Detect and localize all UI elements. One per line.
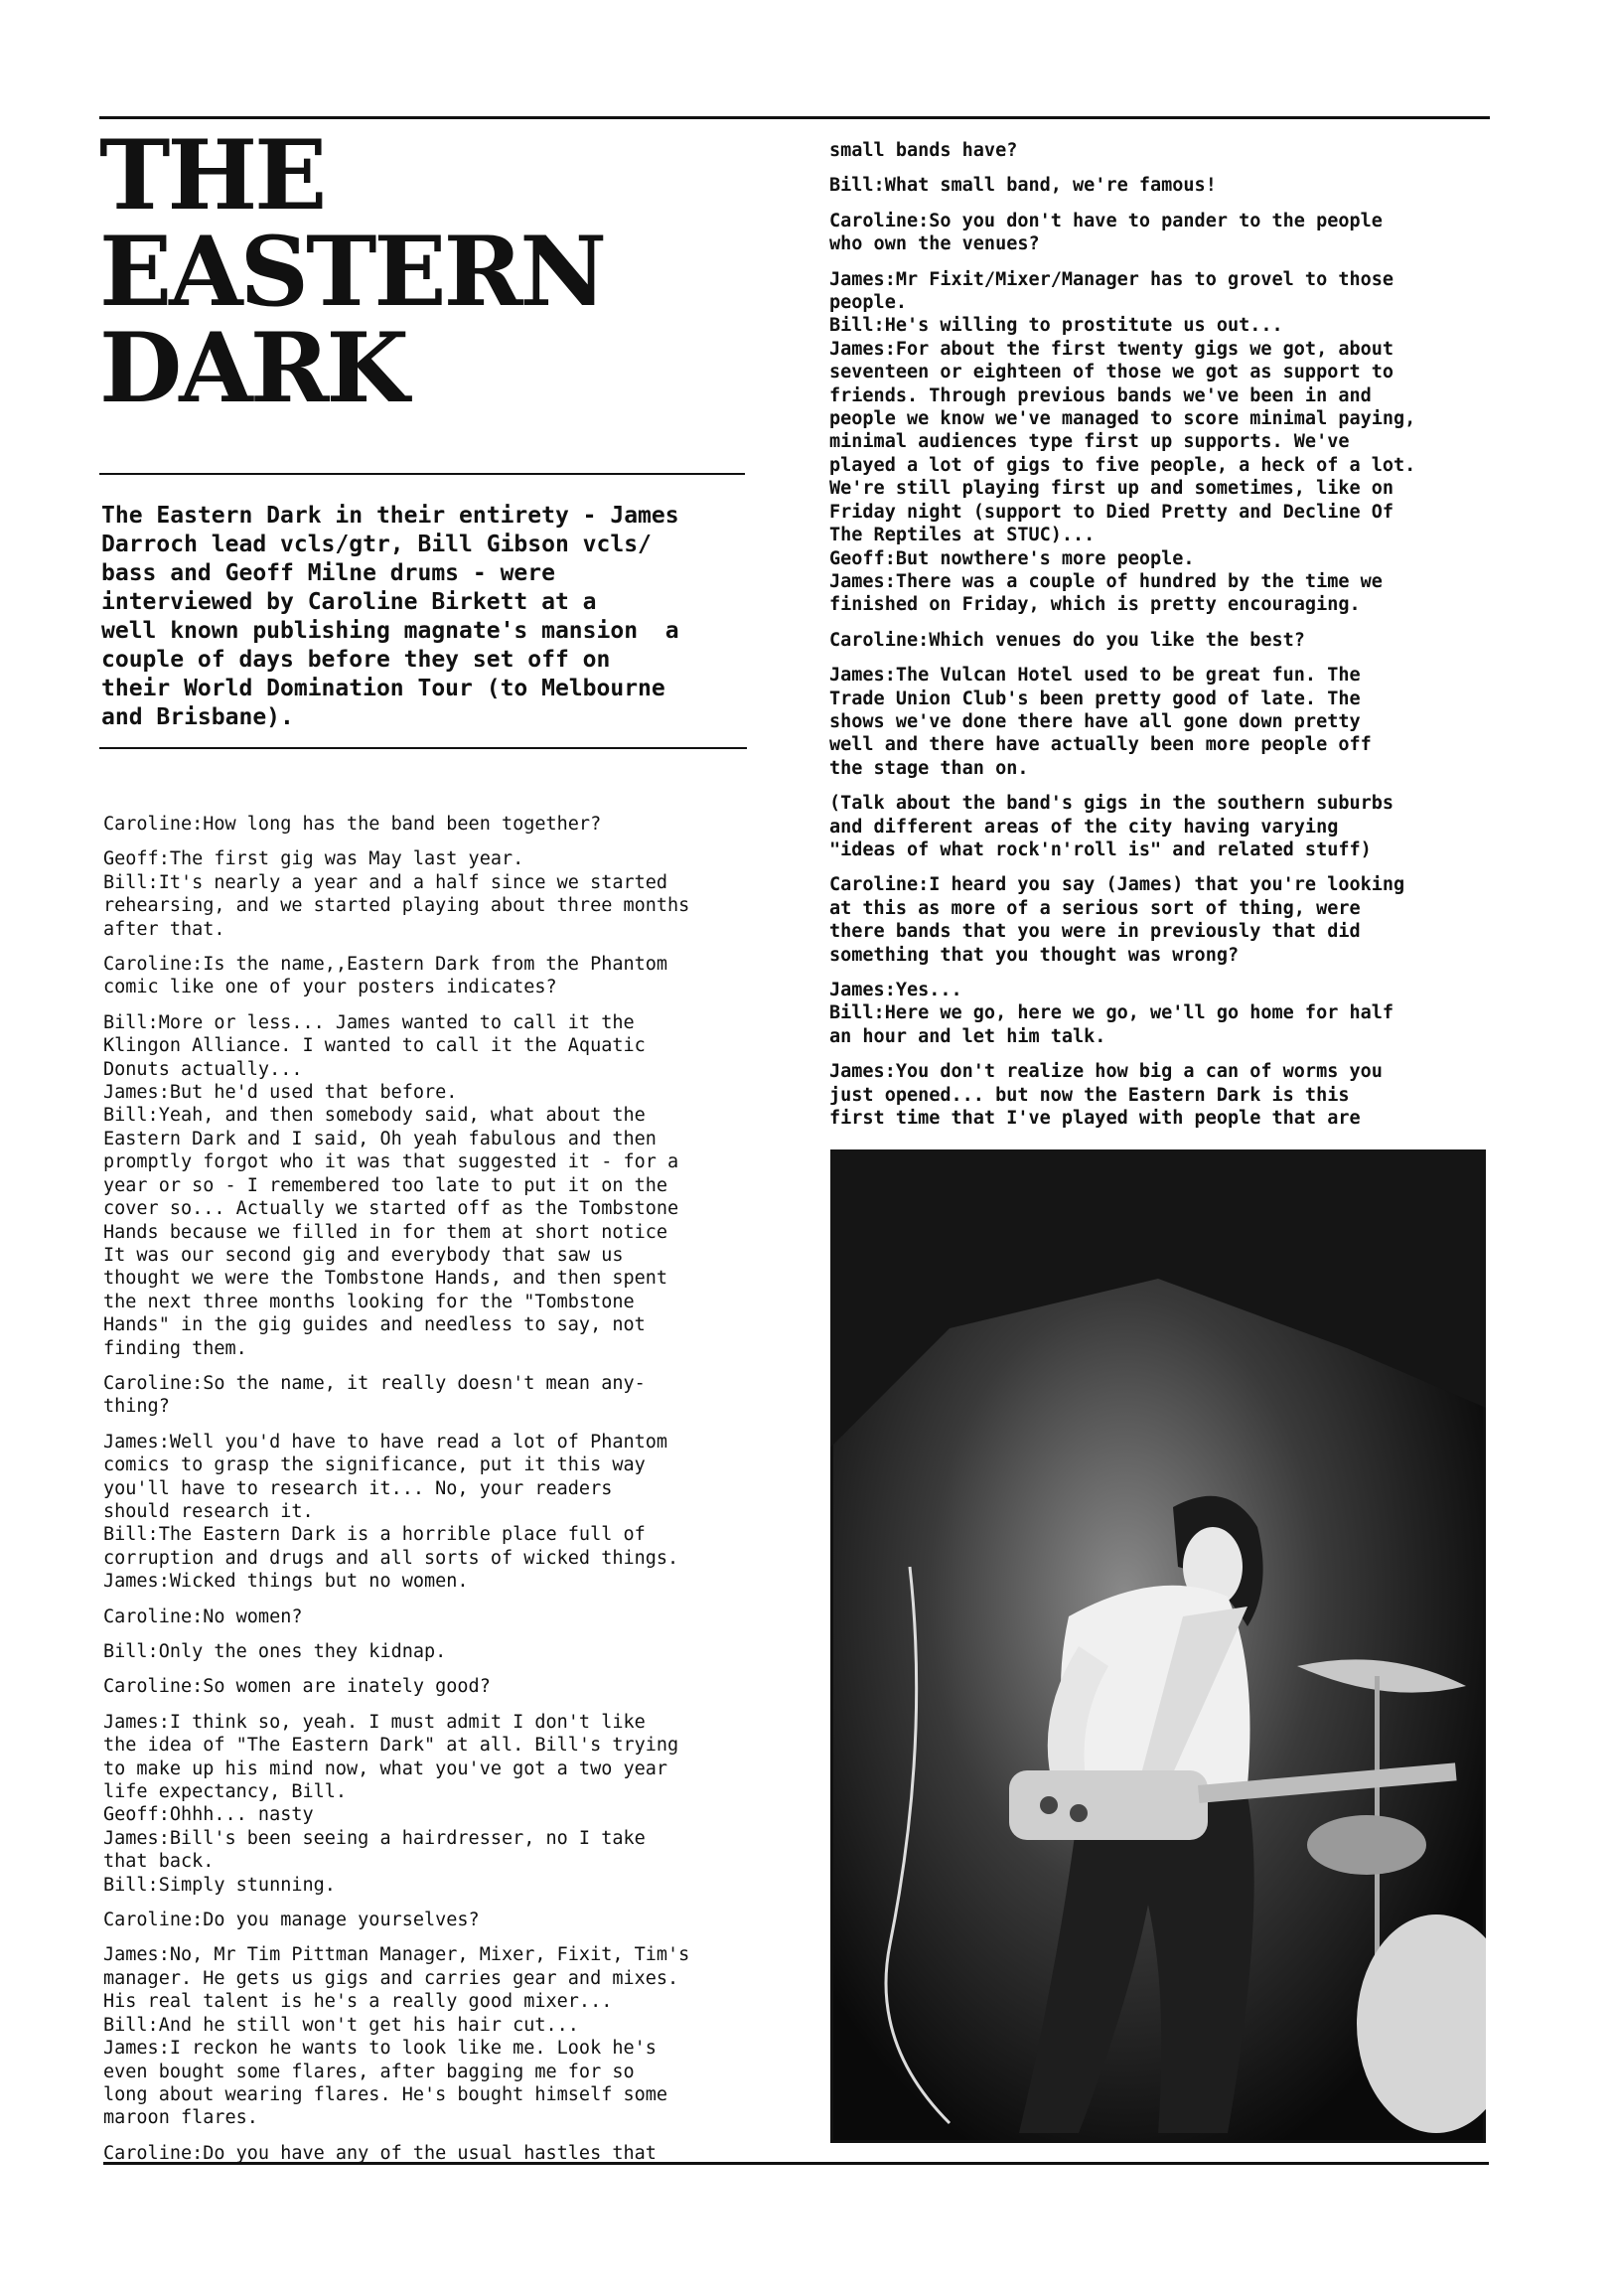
right-column-text	[829, 139, 1515, 1142]
text-line: James:You don't realize how big a can of worms you	[829, 1061, 1383, 1083]
text-line: Bill:More or less... James wanted to call it the	[103, 1011, 635, 1033]
text-line: Geoff:Ohhh... nasty	[103, 1804, 314, 1826]
text-line: people we know we've managed to score minimal paying,	[829, 408, 1416, 430]
text-line: James:For about the first twenty gigs we got, about	[829, 338, 1394, 360]
interview-paragraph	[103, 1909, 789, 1931]
text-line: just opened... but now the Eastern Dark is this	[829, 1084, 1350, 1106]
text-line: Caroline:I heard you say (James) that you're looking	[829, 874, 1405, 896]
text-line: Bill:Here we go, here we go, we'll go home for half	[829, 1002, 1394, 1024]
text-line: (Talk about the band's gigs in the southern suburbs	[829, 793, 1394, 815]
text-line: Caroline:No women?	[103, 1606, 303, 1627]
text-line: even bought some flares, after bagging me for so	[103, 2061, 635, 2082]
text-line: The Reptiles at STUC)...	[829, 525, 1096, 546]
text-line: should research it.	[103, 1500, 314, 1522]
intro-line: interviewed by Caroline Birkett at a	[101, 589, 597, 615]
title-line: EASTERN	[99, 216, 605, 328]
text-line: friends. Through previous bands we've been in and	[829, 384, 1372, 406]
text-line: an hour and let him talk.	[829, 1025, 1106, 1047]
text-line: Geoff:The first gig was May last year.	[103, 848, 524, 870]
text-line: people.	[829, 292, 907, 314]
text-line: Bill:What small band, we're famous!	[829, 175, 1217, 197]
text-line: Klingon Alliance. I wanted to call it the Aquatic	[103, 1035, 646, 1057]
interview-paragraph	[103, 953, 789, 999]
guitar-body	[1009, 1770, 1208, 1840]
text-line: James:Yes...	[829, 980, 962, 1000]
text-line: who own the venues?	[829, 233, 1040, 255]
text-line: to make up his mind now, what you've got a two year	[103, 1758, 668, 1779]
intro-line: their World Domination Tour (to Melbourne	[101, 676, 665, 701]
text-line: manager. He gets us gigs and carries gear and mixes.	[103, 1967, 679, 1989]
interview-paragraph	[103, 1431, 789, 1594]
text-line: comic like one of your posters indicates?	[103, 977, 557, 998]
interview-paragraph	[829, 792, 1515, 861]
text-line: Bill:Yeah, and then somebody said, what about the	[103, 1105, 646, 1127]
text-line: James:I think so, yeah. I must admit I don't like	[103, 1711, 646, 1733]
interview-paragraph	[829, 979, 1515, 1048]
text-line: small bands have?	[829, 140, 1018, 161]
text-line: Caroline:Do you manage yourselves?	[103, 1910, 480, 1931]
tom-drum	[1307, 1815, 1426, 1875]
text-line: James:No, Mr Tim Pittman Manager, Mixer, Fixit, Tim's	[103, 1944, 690, 1966]
text-line: Donuts actually...	[103, 1058, 303, 1080]
intro-line: Darroch lead vcls/gtr, Bill Gibson vcls/	[101, 532, 652, 557]
text-line: Bill:Only the ones they kidnap.	[103, 1641, 447, 1662]
interview-paragraph	[103, 1943, 789, 2129]
text-line: and different areas of the city having varying	[829, 816, 1339, 838]
intro-line: well known publishing magnate's mansion a	[101, 618, 679, 644]
title-line: THE	[99, 119, 325, 231]
text-line: Bill:Simply stunning.	[103, 1874, 336, 1896]
guitar-knob	[1040, 1796, 1058, 1814]
text-line: at this as more of a serious sort of thing, were	[829, 897, 1361, 919]
left-column-text	[103, 813, 789, 2177]
text-line: Caroline:So the name, it really doesn't mean any-	[103, 1372, 646, 1394]
interview-paragraph	[103, 1711, 789, 1897]
text-line: Bill:It's nearly a year and a half since we started	[103, 871, 668, 893]
text-line: the idea of "The Eastern Dark" at all. Bill's trying	[103, 1735, 679, 1757]
interview-paragraph	[829, 629, 1515, 652]
interview-paragraph	[103, 1640, 789, 1663]
text-line: corruption and drugs and all sorts of wicked things.	[103, 1547, 679, 1569]
intro-line: and Brisbane).	[101, 704, 294, 730]
text-line: promptly forgot who it was that suggested it - for a	[103, 1151, 679, 1173]
text-line: Caroline:So women are inately good?	[103, 1676, 491, 1698]
text-line: James:But he'd used that before.	[103, 1082, 458, 1104]
text-line: shows we've done there have all gone down pretty	[829, 710, 1361, 732]
text-line: long about wearing flares. He's bought himself some	[103, 2083, 668, 2105]
text-line: the next three months looking for the "Tombstone	[103, 1291, 635, 1312]
text-line: finding them.	[103, 1337, 247, 1359]
text-line: that back.	[103, 1851, 215, 1873]
text-line: minimal audiences type first up supports. We've	[829, 431, 1350, 453]
text-line: thing?	[103, 1396, 170, 1418]
interview-paragraph	[829, 139, 1515, 162]
interview-paragraph	[103, 813, 789, 836]
text-line: maroon flares.	[103, 2107, 258, 2129]
text-line: you'll have to research it... No, your readers	[103, 1477, 613, 1499]
interview-paragraph	[103, 1675, 789, 1698]
text-line: Caroline:Which venues do you like the best?	[829, 629, 1305, 651]
text-line: rehearsing, and we started playing about three months	[103, 895, 690, 917]
text-line: played a lot of gigs to five people, a heck of a lot.	[829, 454, 1416, 476]
intro-line: couple of days before they set off on	[101, 647, 611, 673]
text-line: Caroline:So you don't have to pander to the people	[829, 210, 1383, 231]
text-line: something that you thought was wrong?	[829, 944, 1240, 966]
text-line: Eastern Dark and I said, Oh yeah fabulous and then	[103, 1128, 657, 1149]
text-line: James:Well you'd have to have read a lot of Phantom	[103, 1431, 668, 1453]
text-line: Geoff:But nowthere's more people.	[829, 547, 1195, 569]
text-line: Bill:The Eastern Dark is a horrible place full of	[103, 1524, 646, 1546]
text-line: there bands that you were in previously that did	[829, 921, 1361, 943]
interview-paragraph	[829, 1060, 1515, 1130]
text-line: thought we were the Tombstone Hands, and then spent	[103, 1268, 668, 1290]
intro-line: bass and Geoff Milne drums - were	[101, 560, 555, 586]
intro-bottom-rule	[99, 747, 747, 749]
interview-paragraph	[103, 1011, 789, 1360]
text-line: after that.	[103, 918, 225, 940]
title-line: DARK	[99, 312, 406, 424]
text-line: finished on Friday, which is pretty encouraging.	[829, 594, 1361, 616]
text-line: Hands" in the gig guides and needless to say, not	[103, 1314, 646, 1336]
text-line: year or so - I remembered too late to put it on the	[103, 1174, 668, 1196]
text-line: James:There was a couple of hundred by the time we	[829, 570, 1383, 592]
text-line: James:Mr Fixit/Mixer/Manager has to grovel to those	[829, 268, 1394, 290]
text-line: "ideas of what rock'n'roll is" and related stuff)	[829, 839, 1372, 860]
text-line: His real talent is he's a really good mixer...	[103, 1991, 613, 2013]
text-line: Trade Union Club's been pretty good of late. The	[829, 688, 1361, 709]
text-line: James:Bill's been seeing a hairdresser, no I take	[103, 1827, 646, 1849]
interview-paragraph	[103, 1606, 789, 1628]
text-line: Caroline:Do you have any of the usual hastles that	[103, 2142, 657, 2164]
text-line: seventeen or eighteen of those we got as support to	[829, 362, 1394, 383]
interview-paragraph	[829, 664, 1515, 780]
text-line: life expectancy, Bill.	[103, 1781, 348, 1803]
text-line: well and there have actually been more people off	[829, 734, 1372, 756]
text-line: James:Wicked things but no women.	[103, 1571, 469, 1593]
text-line: Caroline:Is the name,,Eastern Dark from the Phantom	[103, 954, 668, 976]
text-line: first time that I've played with people that are	[829, 1108, 1361, 1130]
interview-paragraph	[103, 2142, 789, 2165]
band-photo	[830, 1149, 1486, 2143]
text-line: cover so... Actually we started off as the Tombstone	[103, 1198, 679, 1220]
text-line: It was our second gig and everybody that saw us	[103, 1244, 624, 1266]
article-title	[99, 119, 656, 424]
interview-paragraph	[103, 1372, 789, 1419]
intro-paragraph	[101, 502, 757, 732]
interview-paragraph	[829, 174, 1515, 197]
text-line: Bill:And he still won't get his hair cut...	[103, 2014, 579, 2036]
text-line: James:The Vulcan Hotel used to be great fun. The	[829, 665, 1361, 687]
interview-paragraph	[103, 847, 789, 941]
text-line: comics to grasp the significance, put it this way	[103, 1454, 646, 1476]
text-line: Bill:He's willing to prostitute us out...	[829, 315, 1283, 337]
text-line: Hands because we filled in for them at short notice	[103, 1221, 668, 1243]
intro-line: The Eastern Dark in their entirety - James	[101, 503, 679, 529]
interview-paragraph	[829, 873, 1515, 967]
text-line: Caroline:How long has the band been together?	[103, 814, 602, 835]
interview-paragraph	[829, 268, 1515, 617]
text-line: We're still playing first up and sometimes, like on	[829, 478, 1394, 500]
text-line: the stage than on.	[829, 757, 1029, 779]
text-line: James:I reckon he wants to look like me. Look he's	[103, 2038, 657, 2060]
intro-top-rule	[99, 473, 745, 475]
guitar-knob	[1070, 1804, 1088, 1822]
interview-paragraph	[829, 210, 1515, 256]
text-line: Friday night (support to Died Pretty and Decline Of	[829, 501, 1394, 523]
